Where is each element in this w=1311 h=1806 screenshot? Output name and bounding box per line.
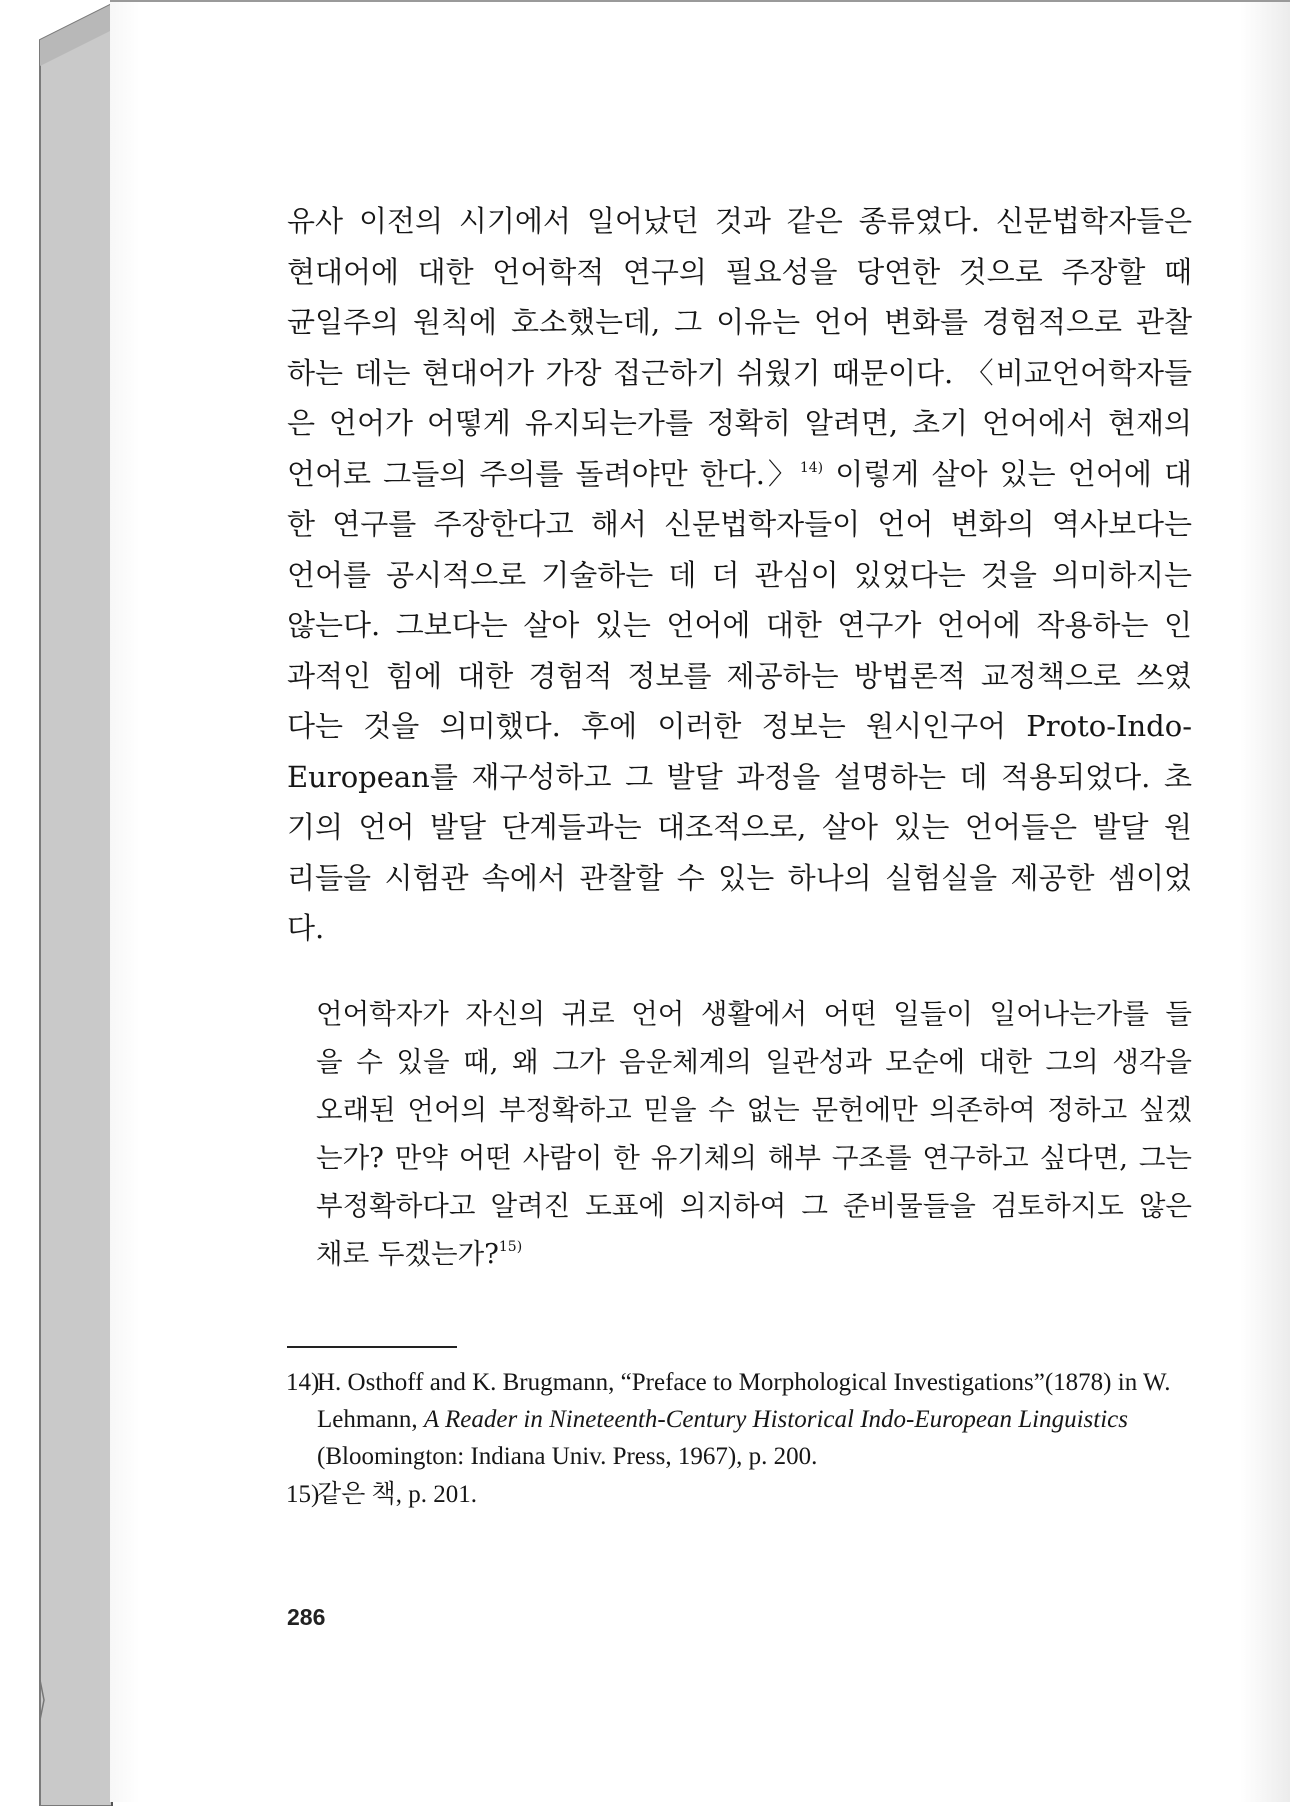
body-line: 다는 것을 의미했다. 후에 이러한 정보는 원시인구어 Proto-Indo- (287, 709, 1192, 743)
quote-line: 을 수 있을 때, 왜 그가 음운체계의 일관성과 모순에 대한 그의 생각을 (316, 1046, 1192, 1078)
body-line: 기의 언어 발달 단계들과는 대조적으로, 살아 있는 언어들은 발달 원 (287, 810, 1192, 844)
body-line: 않는다. 그보다는 살아 있는 언어에 대한 연구가 언어에 작용하는 인 (287, 608, 1192, 642)
footnote-divider (287, 1346, 457, 1348)
body-line: 유사 이전의 시기에서 일어났던 것과 같은 종류였다. 신문법학자들은 (287, 204, 1192, 238)
body-line: 리들을 시험관 속에서 관찰할 수 있는 하나의 실험실을 제공한 셈이었 (287, 860, 1192, 895)
body-line: 균일주의 원칙에 호소했는데, 그 이유는 언어 변화를 경험적으로 관찰 (287, 305, 1192, 339)
footnote-book-title: A Reader in Nineteenth-Century Historical Indo-European Linguistics (423, 1406, 1128, 1433)
footnote-text: 같은 책, p. 201. (317, 1481, 477, 1508)
body-line: 과적인 힘에 대한 경험적 정보를 제공하는 방법론적 교정책으로 쓰였 (287, 658, 1192, 693)
body-line: 현대어에 대한 언어학적 연구의 필요성을 당연한 것으로 주장할 때 (287, 254, 1192, 289)
quote-line: 오래된 언어의 부정확하고 믿을 수 없는 문헌에만 의존하여 정하고 싶겠 (316, 1094, 1192, 1126)
footnote-ref-15: 15) (498, 1239, 523, 1255)
page-number: 286 (287, 1604, 326, 1630)
quote-line-text: 채로 두겠는가? (316, 1238, 499, 1270)
footnote-number: 15) (286, 1481, 320, 1508)
body-line-last: 다. (287, 911, 325, 945)
body-line-text: 이렇게 살아 있는 언어에 대 (835, 456, 1193, 491)
quote-line-last (316, 1230, 1192, 1278)
body-line-text: 언어로 그들의 주의를 돌려야만 한다.〉 (287, 456, 800, 491)
footnote-text-part: (Bloomington: Indiana Univ. Press, 1967), p. 200. (317, 1443, 818, 1470)
footnote-ref-14: 14) (799, 459, 824, 476)
body-line: 하는 데는 현대어가 가장 접근하기 쉬웠기 때문이다. 〈비교언어학자들 (287, 355, 1192, 390)
body-paragraph (287, 196, 1192, 954)
footnote-14 (287, 1364, 1192, 1475)
block-quote (316, 990, 1192, 1278)
body-line: European를 재구성하고 그 발달 과정을 설명하는 데 적용되었다. 초 (287, 759, 1192, 794)
footnote-number: 14) (286, 1369, 320, 1396)
footnotes (287, 1364, 1192, 1513)
quote-line: 언어학자가 자신의 귀로 언어 생활에서 어떤 일들이 일어나는가를 들 (316, 998, 1192, 1030)
footnote-text (317, 1369, 1171, 1470)
body-line: 한 연구를 주장한다고 해서 신문법학자들이 언어 변화의 역사보다는 (287, 507, 1192, 541)
body-line-with-footnote (287, 449, 1192, 500)
footnote-15 (287, 1476, 1192, 1513)
footnote-text-part: H. Osthoff and K. Brugmann, “Preface to Morphological Investigations”(1878) in W. Lehmann, (317, 1369, 1171, 1433)
quote-line: 는가? 만약 어떤 사람이 한 유기체의 해부 구조를 연구하고 싶다면, 그는 (316, 1142, 1192, 1174)
quote-line: 부정확하다고 알려진 도표에 의지하여 그 준비물들을 검토하지도 않은 (316, 1190, 1192, 1222)
body-line: 은 언어가 어떻게 유지되는가를 정확히 알려면, 초기 언어에서 현재의 (287, 406, 1192, 440)
body-line: 언어를 공시적으로 기술하는 데 더 관심이 있었다는 것을 의미하지는 (287, 557, 1192, 592)
